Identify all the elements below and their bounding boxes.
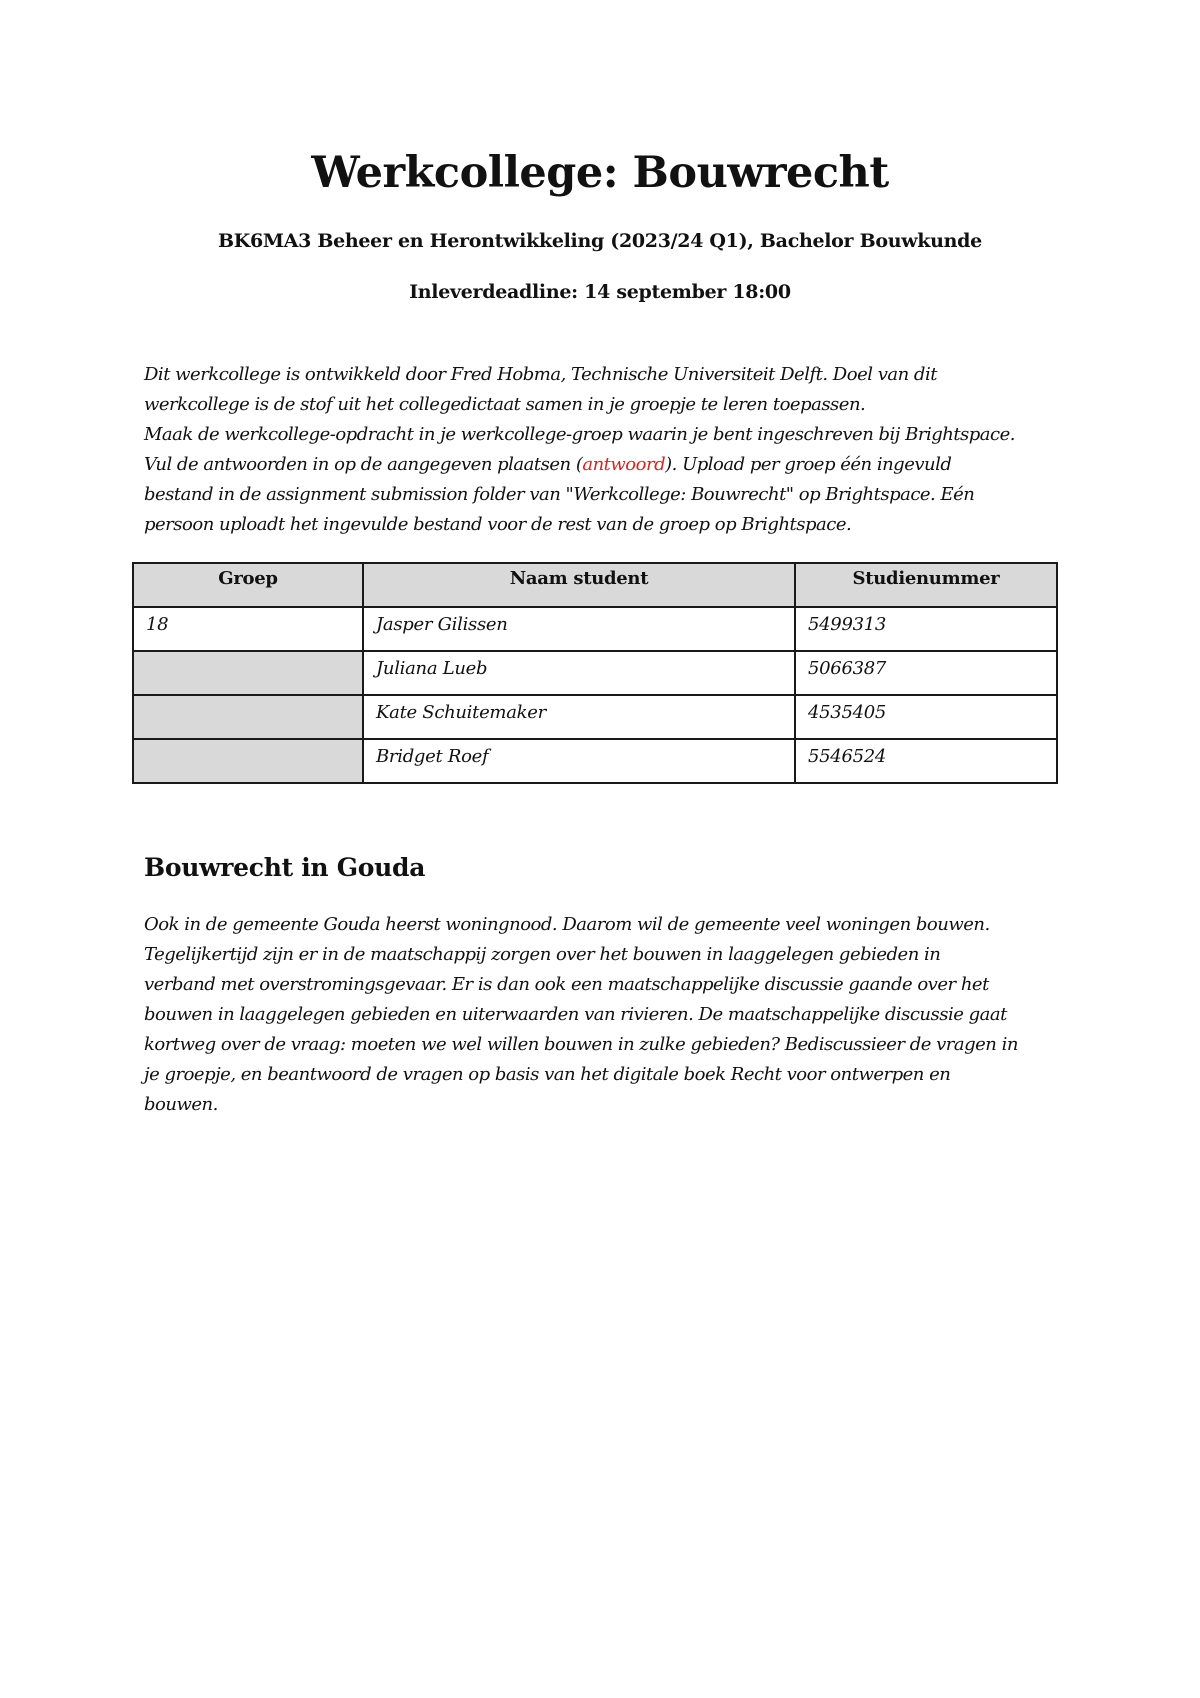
table-row (133, 695, 1057, 739)
intro-paragraph (144, 360, 1084, 540)
group-members-table (132, 562, 1058, 784)
intro-line: Maak de werkcollege-opdracht in je werkcollege-groep waarin je bent ingeschreven bij Brightspace. (144, 424, 1015, 445)
course-subtitle: BK6MA3 Beheer en Herontwikkeling (2023/24 Q1), Bachelor Bouwkunde (218, 230, 982, 252)
intro-line: Dit werkcollege is ontwikkeld door Fred Hobma, Technische Universiteit Delft. Doel van dit (144, 364, 937, 385)
paragraph-line: bouwen in laaggelegen gebieden en uiterwaarden van rivieren. De maatschappelijke discussie gaat (144, 1004, 1007, 1025)
paragraph-line: Tegelijkertijd zijn er in de maatschappij zorgen over het bouwen in laaggelegen gebieden in (144, 944, 941, 965)
intro-line: werkcollege is de stof uit het collegedictaat samen in je groepje te leren toepassen. (144, 394, 866, 415)
cell-groep[interactable] (133, 739, 363, 783)
cell-groep[interactable] (133, 651, 363, 695)
intro-line: bestand in de assignment submission folder van "Werkcollege: Bouwrecht" op Brightspace. Eén (144, 484, 975, 505)
header-naam-student: Naam student (363, 563, 795, 607)
header-groep: Groep (133, 563, 363, 607)
table-header-row (133, 563, 1057, 607)
paragraph-line: kortweg over de vraag: moeten we wel willen bouwen in zulke gebieden? Bediscussieer de vragen in (144, 1034, 1018, 1055)
intro-line: persoon uploadt het ingevulde bestand voor de rest van de groep op Brightspace. (144, 514, 852, 535)
submission-deadline: Inleverdeadline: 14 september 18:00 (409, 281, 791, 303)
document-title: Werkcollege: Bouwrecht (311, 148, 889, 198)
paragraph-line: Ook in de gemeente Gouda heerst woningnood. Daarom wil de gemeente veel woningen bouwen. (144, 914, 990, 935)
paragraph-line: je groepje, en beantwoord de vragen op basis van het digitale boek Recht voor ontwerpen en (144, 1064, 951, 1085)
answer-highlight: antwoord (582, 454, 666, 475)
cell-naam[interactable]: Juliana Lueb (363, 651, 795, 695)
intro-line (144, 450, 1084, 480)
table-row (133, 739, 1057, 783)
cell-naam[interactable]: Jasper Gilissen (363, 607, 795, 651)
cell-nummer[interactable]: 5066387 (795, 651, 1057, 695)
cell-nummer[interactable]: 5499313 (795, 607, 1057, 651)
cell-naam[interactable]: Kate Schuitemaker (363, 695, 795, 739)
cell-groep[interactable]: 18 (133, 607, 363, 651)
table-row (133, 607, 1057, 651)
section-paragraph (144, 910, 1084, 1120)
cell-nummer[interactable]: 5546524 (795, 739, 1057, 783)
intro-line-text: Vul de antwoorden in op de aangegeven plaatsen ( (144, 454, 583, 475)
intro-line-text: ). Upload per groep één ingevuld (665, 454, 952, 475)
paragraph-line: verband met overstromingsgevaar. Er is dan ook een maatschappelijke discussie gaande over het (144, 974, 989, 995)
cell-naam[interactable]: Bridget Roef (363, 739, 795, 783)
section-heading: Bouwrecht in Gouda (144, 853, 426, 882)
cell-nummer[interactable]: 4535405 (795, 695, 1057, 739)
cell-groep[interactable] (133, 695, 363, 739)
paragraph-line: bouwen. (144, 1094, 218, 1115)
table-row (133, 651, 1057, 695)
header-studienummer: Studienummer (795, 563, 1057, 607)
